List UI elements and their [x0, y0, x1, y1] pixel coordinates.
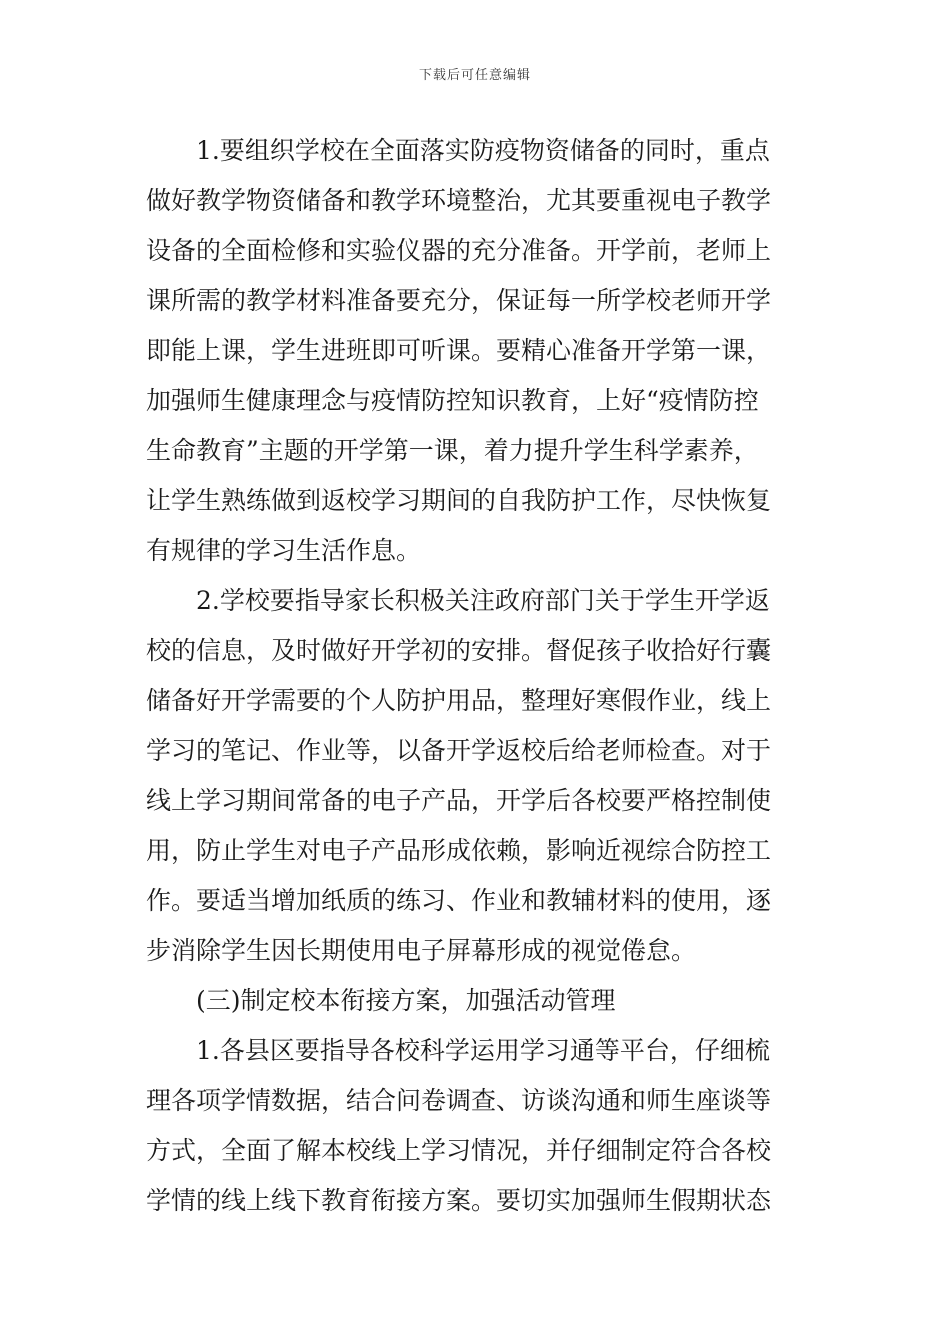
text-line: 学习的笔记、作业等，以备开学返校后给老师检查。对于	[146, 736, 772, 765]
text-line: 储备好开学需要的个人防护用品，整理好寒假作业，线上	[146, 686, 772, 715]
text-line: 校的信息，及时做好开学初的安排。督促孩子收拾好行囊	[146, 636, 772, 665]
text-line: 有规律的学习生活作息。	[146, 536, 422, 565]
text-line: 做好教学物资储备和教学环境整治，尤其要重视电子教学	[146, 186, 772, 215]
text-line: 让学生熟练做到返校学习期间的自我防护工作，尽快恢复	[146, 486, 772, 515]
text-line: 作。要适当增加纸质的练习、作业和教辅材料的使用，逐	[146, 886, 772, 915]
text-line: 线上学习期间常备的电子产品，开学后各校要严格控制使	[146, 786, 772, 815]
text-line: 1.各县区要指导各校科学运用学习通等平台，仔细梳	[196, 1036, 770, 1065]
text-line: 2.学校要指导家长积极关注政府部门关于学生开学返	[196, 586, 770, 615]
page-header-note: 下载后可任意编辑	[418, 68, 531, 83]
text-line: 方式，全面了解本校线上学习情况，并仔细制定符合各校	[146, 1136, 772, 1165]
text-line: 用，防止学生对电子产品形成依赖，影响近视综合防控工	[146, 836, 772, 865]
text-line: 步消除学生因长期使用电子屏幕形成的视觉倦怠。	[146, 936, 697, 965]
text-line: 课所需的教学材料准备要充分，保证每一所学校老师开学	[146, 286, 772, 315]
text-line: 加强师生健康理念与疫情防控知识教育，上好“疫情防控	[146, 386, 759, 415]
section-heading: (三)制定校本衔接方案，加强活动管理	[196, 986, 616, 1015]
text-line: 即能上课，学生进班即可听课。要精心准备开学第一课，	[146, 336, 772, 365]
text-line: 设备的全面检修和实验仪器的充分准备。开学前，老师上	[146, 236, 772, 265]
text-line: 1.要组织学校在全面落实防疫物资储备的同时，重点	[196, 136, 770, 165]
text-line: 学情的线上线下教育衔接方案。要切实加强师生假期状态	[146, 1186, 772, 1215]
text-line: 理各项学情数据，结合问卷调查、访谈沟通和师生座谈等	[146, 1086, 772, 1115]
text-line: 生命教育”主题的开学第一课，着力提升学生科学素养，	[146, 436, 759, 465]
